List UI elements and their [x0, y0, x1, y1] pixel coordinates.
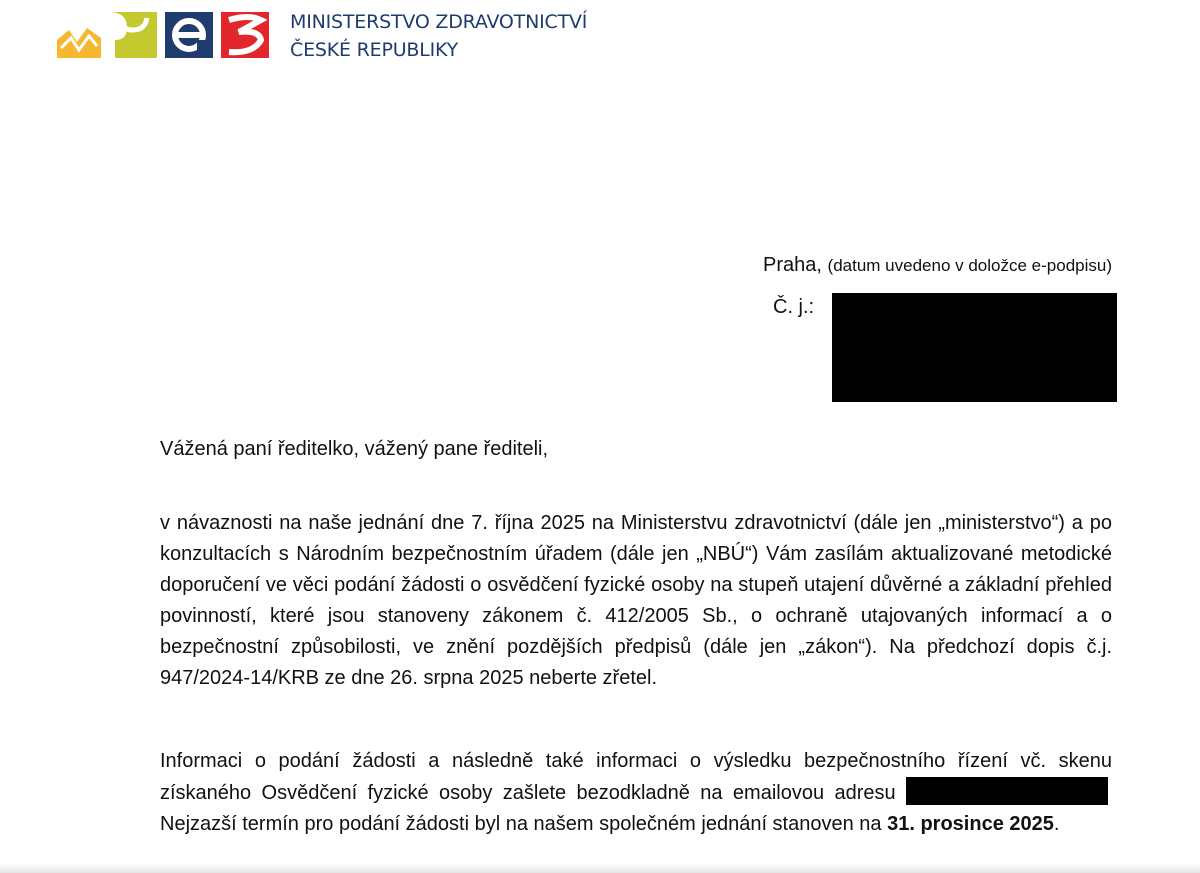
page-bottom-edge	[0, 863, 1200, 873]
place-and-date	[763, 254, 1112, 277]
salutation: Vážená paní ředitelko, vážený pane řediteli,	[160, 438, 549, 460]
ministry-logo	[57, 10, 269, 65]
deadline-date: 31. prosince 2025	[887, 813, 1054, 835]
paragraph-2-deadline-text: Nejzazší termín pro podání žádosti byl na našem společném jednání stanoven na	[160, 813, 882, 835]
paragraph-1: v návaznosti na naše jednání dne 7. října 2025 na Ministerstvu zdravotnictví (dále jen „ministerstvo“) a po konzultacích s Národním bezpečnostním úřadem (dále jen „NBÚ“) Vám zasílám aktualizované metodické doporučení ve věci podání žádosti o osvědčení fyzické osoby na stupeň utajení důvěrné a základní přehled povinností, které jsou stanoveny zákonem č. 412/2005 Sb., o ochraně utajovaných informací a o bezpečnostní způsobilosti, ve znění pozdějších předpisů (dále jen „zákon“). Na předchozí dopis č.j. 947/2024-14/KRB ze dne 26. srpna 2025 neberte zřetel.	[160, 512, 1112, 689]
paragraph-2	[160, 746, 1112, 840]
ministry-name	[290, 8, 587, 64]
ministry-logo-icon	[57, 10, 269, 60]
paragraph-2-end: .	[1053, 813, 1060, 835]
reference-number-label: Č. j.:	[773, 296, 815, 318]
redacted-email-address	[906, 777, 1108, 805]
date-note: (datum uvedeno v doložce e-podpisu)	[827, 256, 1112, 275]
redacted-reference-number	[832, 293, 1117, 402]
ministry-name-line1: MINISTERSTVO ZDRAVOTNICTVÍ	[290, 11, 588, 33]
place: Praha,	[763, 254, 822, 276]
paragraph-2-intro: Informaci o podání žádosti a následně také informaci o výsledku bezpečnostního řízení vč. skenu získaného Osvědčení fyzické osoby zašlete bezodkladně na emailovou adresu	[160, 750, 1112, 804]
ministry-name-line2: ČESKÉ REPUBLIKY	[290, 39, 459, 61]
